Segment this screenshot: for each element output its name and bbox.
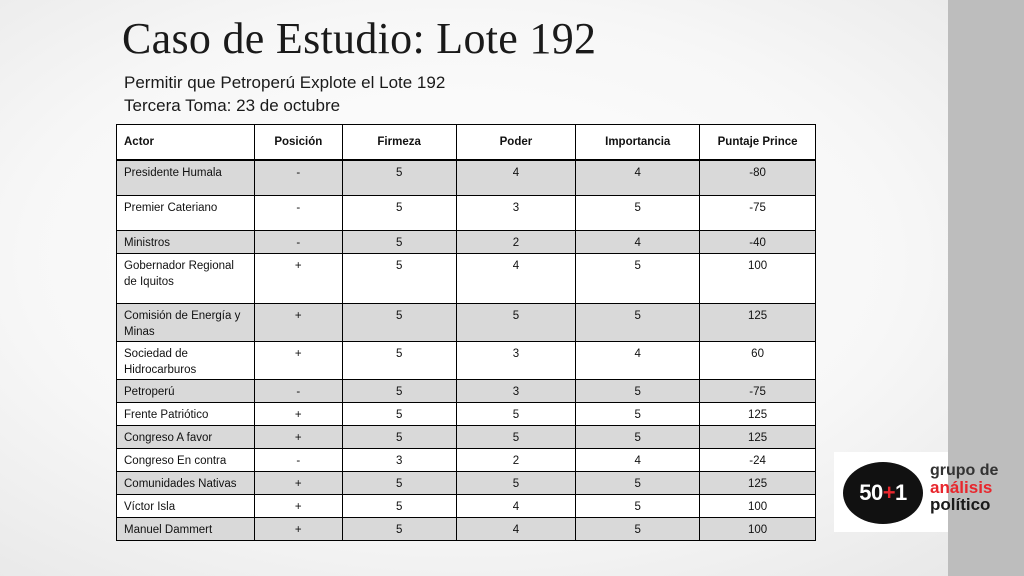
cell-poder: 5 [456,425,576,448]
cell-firmeza: 5 [342,253,456,303]
cell-actor: Comunidades Nativas [117,471,255,494]
table-row [117,494,816,517]
prince-score-table [116,124,816,541]
cell-importancia: 5 [576,425,700,448]
cell-firmeza: 5 [342,471,456,494]
cell-actor: Comisión de Energía y Minas [117,303,255,341]
cell-posicion: - [254,448,342,471]
logo-number-left: 50 [859,480,883,505]
cell-posicion: - [254,379,342,402]
cell-actor: Gobernador Regional de Iquitos [117,253,255,303]
cell-puntaje: 100 [700,253,816,303]
logo-wordmark [930,462,998,513]
table-row [117,448,816,471]
table-row [117,195,816,230]
cell-puntaje: -75 [700,379,816,402]
cell-importancia: 5 [576,253,700,303]
column-header-poder: Poder [456,125,576,161]
cell-poder: 5 [456,402,576,425]
cell-importancia: 5 [576,195,700,230]
column-header-firmeza: Firmeza [342,125,456,161]
brand-logo [834,452,1024,532]
table-row [117,517,816,540]
cell-firmeza: 5 [342,494,456,517]
cell-posicion: + [254,341,342,379]
cell-firmeza: 5 [342,195,456,230]
logo-line-1: grupo de [930,462,999,479]
slide-title: Caso de Estudio: Lote 192 [122,14,597,63]
cell-poder: 3 [456,195,576,230]
cell-importancia: 5 [576,494,700,517]
column-header-posicion: Posición [254,125,342,161]
cell-firmeza: 5 [342,341,456,379]
cell-posicion: - [254,195,342,230]
cell-puntaje: 125 [700,303,816,341]
table-row [117,303,816,341]
logo-line-2: análisis [930,478,993,497]
cell-poder: 4 [456,517,576,540]
cell-puntaje: 125 [700,471,816,494]
cell-puntaje: 100 [700,494,816,517]
cell-actor: Sociedad de Hidrocarburos [117,341,255,379]
table-row [117,402,816,425]
cell-importancia: 5 [576,402,700,425]
logo-number-plus: + [882,480,896,505]
cell-poder: 2 [456,448,576,471]
cell-poder: 2 [456,230,576,253]
cell-poder: 3 [456,379,576,402]
cell-importancia: 4 [576,160,700,195]
cell-puntaje: 100 [700,517,816,540]
logo-line-3: político [930,495,991,514]
cell-puntaje: -75 [700,195,816,230]
cell-poder: 5 [456,303,576,341]
cell-actor: Congreso A favor [117,425,255,448]
cell-firmeza: 5 [342,402,456,425]
cell-poder: 4 [456,253,576,303]
logo-number-right: 1 [895,480,907,505]
cell-puntaje: -80 [700,160,816,195]
cell-importancia: 4 [576,448,700,471]
cell-posicion: + [254,402,342,425]
cell-actor: Premier Cateriano [117,195,255,230]
cell-importancia: 5 [576,471,700,494]
cell-actor: Manuel Dammert [117,517,255,540]
logo-number [859,480,907,506]
cell-poder: 3 [456,341,576,379]
cell-poder: 4 [456,160,576,195]
cell-firmeza: 5 [342,230,456,253]
cell-puntaje: 125 [700,425,816,448]
cell-actor: Ministros [117,230,255,253]
table-header-row [117,125,816,161]
cell-firmeza: 5 [342,425,456,448]
cell-actor: Congreso En contra [117,448,255,471]
cell-poder: 5 [456,471,576,494]
slide-date-line: Tercera Toma: 23 de octubre [124,96,341,115]
table-row [117,341,816,379]
cell-actor: Petroperú [117,379,255,402]
cell-posicion: + [254,517,342,540]
cell-actor: Presidente Humala [117,160,255,195]
cell-posicion: + [254,494,342,517]
cell-firmeza: 3 [342,448,456,471]
table-row [117,253,816,303]
cell-puntaje: 125 [700,402,816,425]
cell-firmeza: 5 [342,303,456,341]
table-row [117,471,816,494]
table-row [117,160,816,195]
cell-posicion: - [254,160,342,195]
cell-puntaje: -40 [700,230,816,253]
logo-circle-icon [843,462,923,524]
cell-posicion: + [254,253,342,303]
column-header-actor: Actor [117,125,255,161]
cell-firmeza: 5 [342,160,456,195]
cell-posicion: + [254,471,342,494]
cell-firmeza: 5 [342,517,456,540]
cell-puntaje: -24 [700,448,816,471]
slide-subtitle: Permitir que Petroperú Explote el Lote 192 [124,73,446,92]
cell-posicion: + [254,303,342,341]
table-body [117,160,816,540]
cell-posicion: + [254,425,342,448]
cell-posicion: - [254,230,342,253]
cell-actor: Víctor Isla [117,494,255,517]
table-row [117,425,816,448]
table-row [117,379,816,402]
cell-puntaje: 60 [700,341,816,379]
table-row [117,230,816,253]
cell-importancia: 5 [576,517,700,540]
cell-importancia: 5 [576,379,700,402]
cell-importancia: 5 [576,303,700,341]
column-header-puntaje: Puntaje Prince [700,125,816,161]
cell-firmeza: 5 [342,379,456,402]
column-header-importancia: Importancia [576,125,700,161]
cell-actor: Frente Patriótico [117,402,255,425]
cell-poder: 4 [456,494,576,517]
cell-importancia: 4 [576,230,700,253]
cell-importancia: 4 [576,341,700,379]
